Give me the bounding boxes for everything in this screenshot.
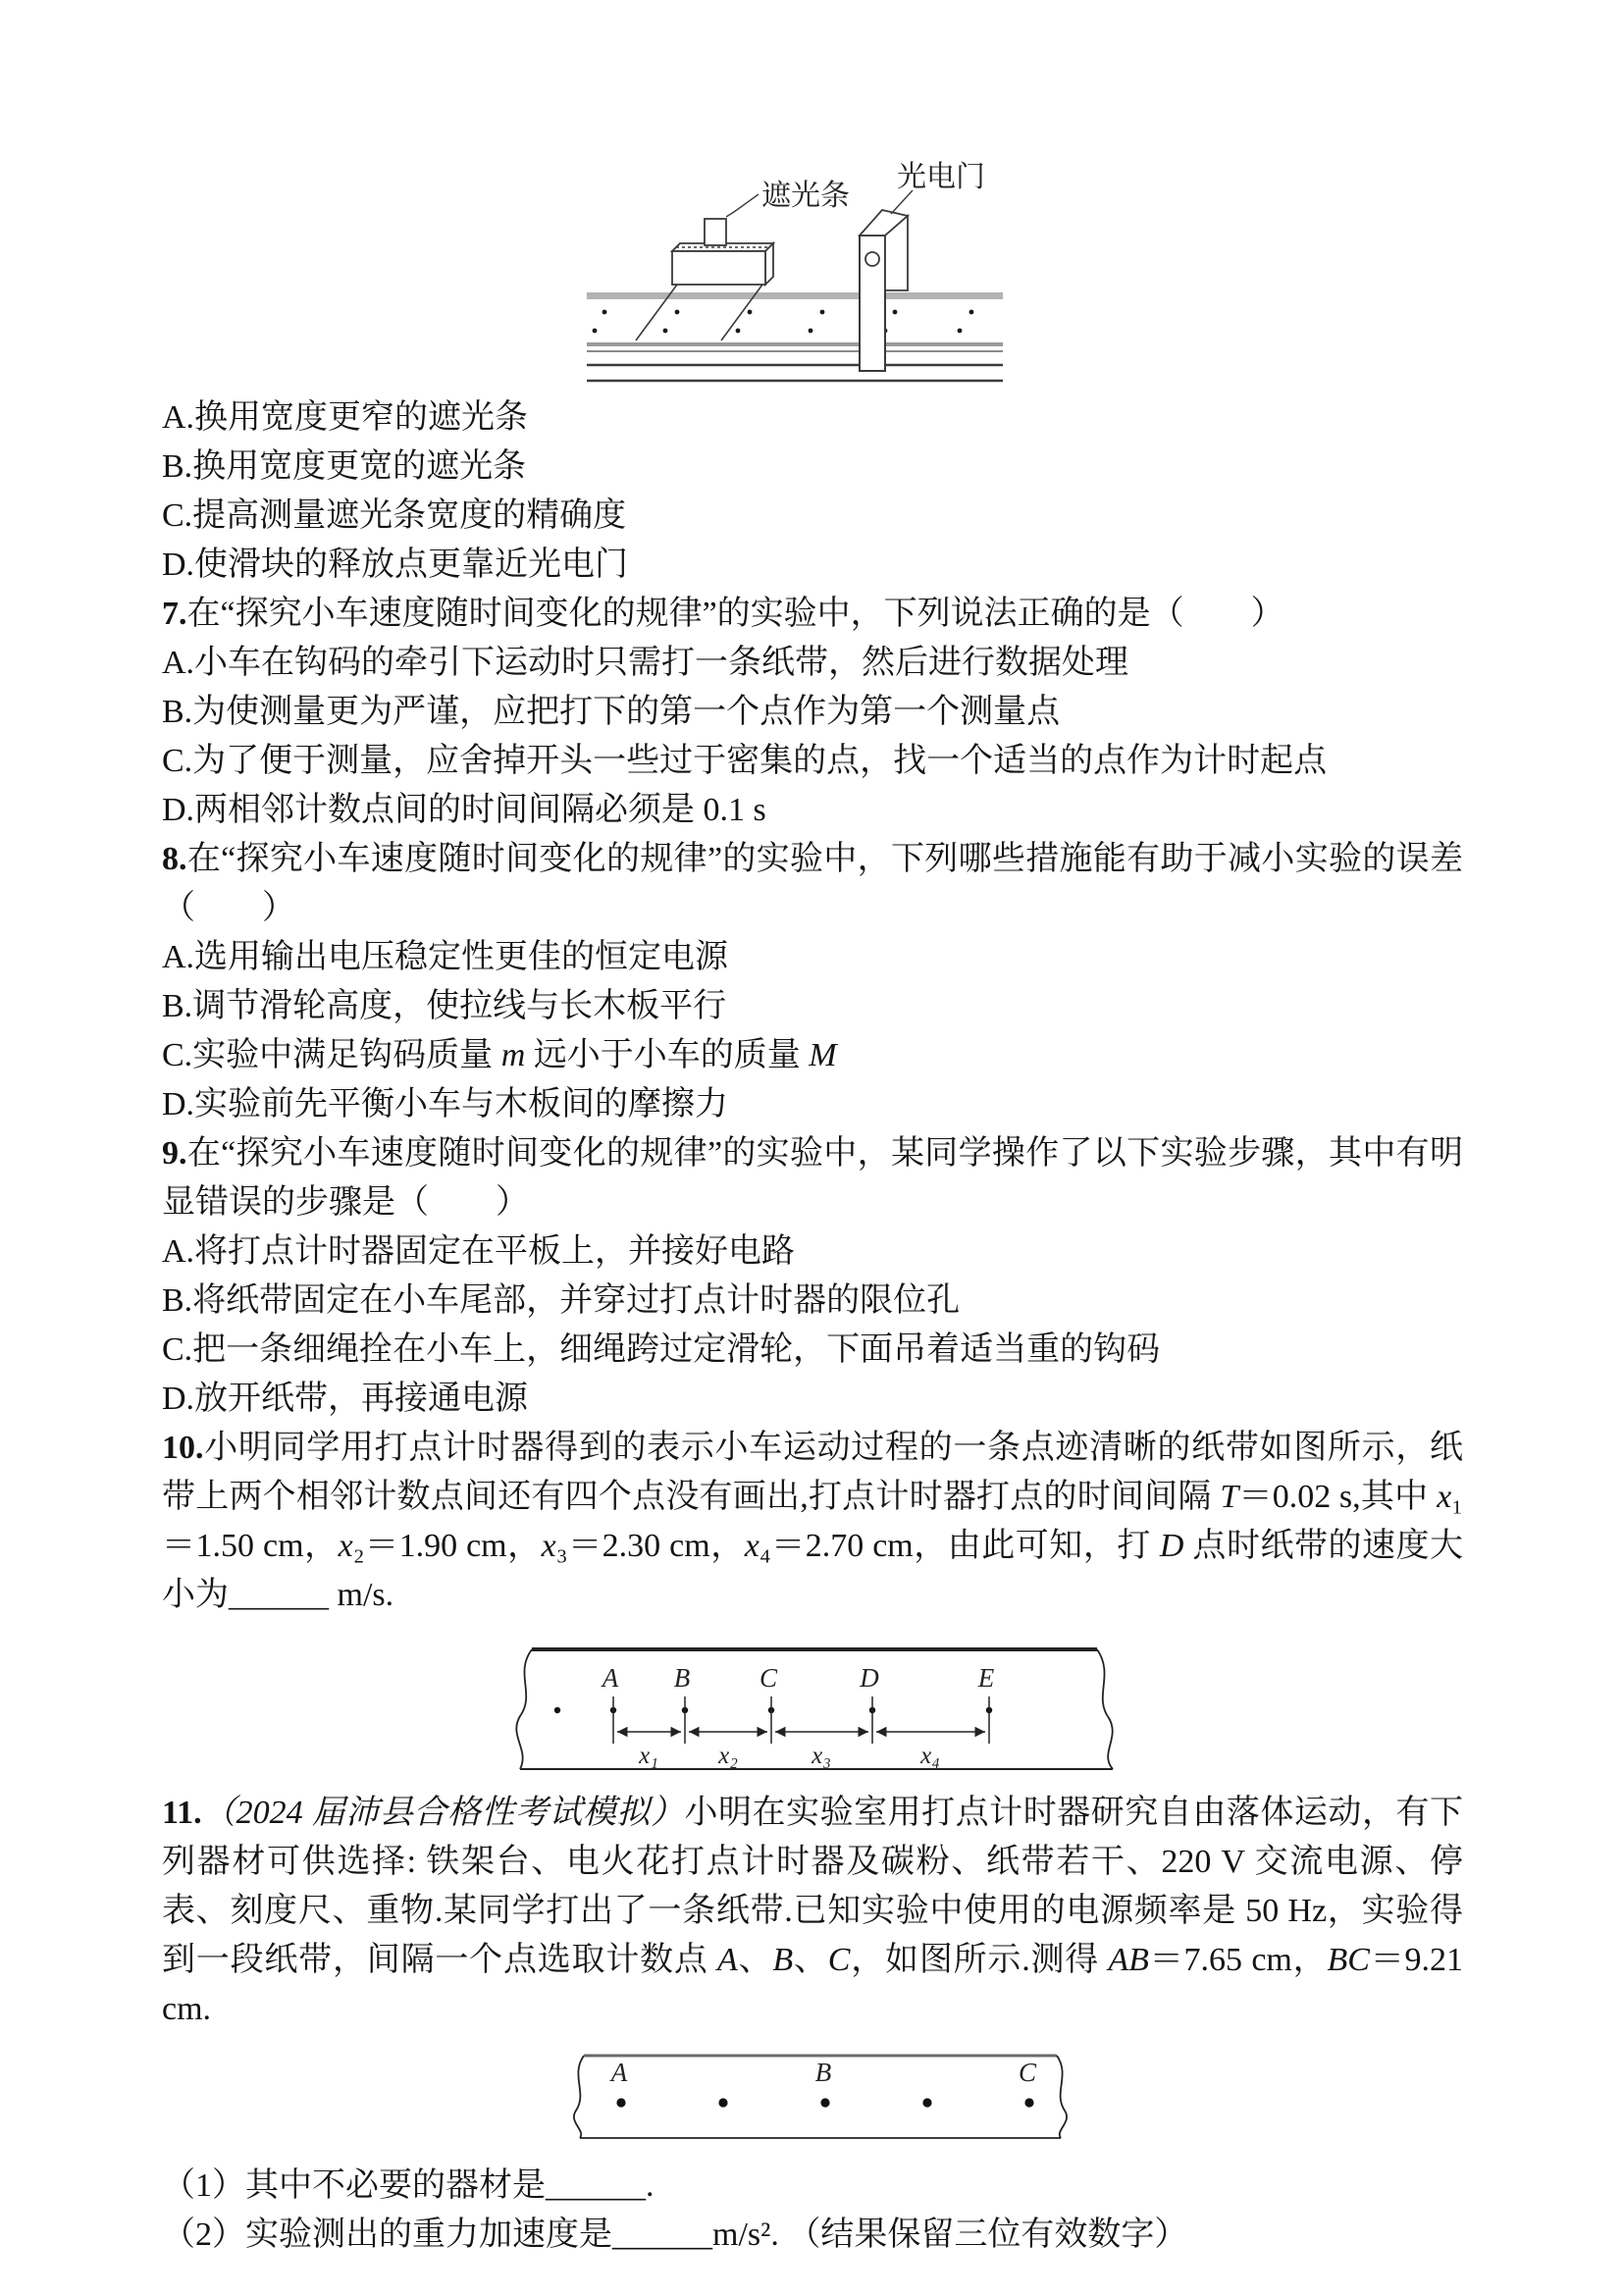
question-9 bbox=[162, 1129, 1463, 1424]
q7-title: 7.在“探究小车速度随时间变化的规律”的实验中，下列说法正确的是（ ） bbox=[162, 596, 1284, 632]
q9-option-c: C.把一条细绳拴在小车上，细绳跨过定滑轮，下面吊着适当重的钩码 bbox=[162, 1331, 1161, 1368]
svg-text:E: E bbox=[977, 1663, 995, 1693]
svg-text:x₂: x₂ bbox=[718, 1743, 738, 1769]
figure-airtrack bbox=[579, 126, 1463, 386]
figure-tape-q10 bbox=[491, 1634, 1463, 1781]
q6-option-a: A.换用宽度更窄的遮光条 bbox=[162, 399, 529, 436]
q6-option-d: D.使滑块的释放点更靠近光电门 bbox=[162, 547, 629, 583]
q8-option-c: C.实验中满足钩码质量 m 远小于小车的质量 M bbox=[162, 1037, 837, 1073]
photogate-hole bbox=[865, 252, 879, 266]
q11-sub2: （2）实验测出的重力加速度是______m/s². （结果保留三位有效数字） bbox=[162, 2217, 1188, 2253]
q9-title: 9.在“探究小车速度随时间变化的规律”的实验中，某同学操作了以下实验步骤，其中有明显错误的步骤是（ ） bbox=[162, 1135, 1463, 1221]
question-8 bbox=[162, 835, 1463, 1129]
light-strip bbox=[705, 194, 759, 245]
svg-text:C: C bbox=[759, 1663, 778, 1693]
q6-option-c: C.提高测量遮光条宽度的精确度 bbox=[162, 497, 627, 534]
photogate-label: 光电门 bbox=[897, 161, 985, 193]
q9-option-b: B.将纸带固定在小车尾部，并穿过打点计时器的限位孔 bbox=[162, 1282, 961, 1319]
svg-text:A: A bbox=[602, 1663, 619, 1693]
q8-option-b: B.调节滑轮高度，使拉线与长木板平行 bbox=[162, 988, 727, 1024]
svg-text:x₁: x₁ bbox=[639, 1743, 658, 1769]
svg-text:B: B bbox=[673, 1663, 691, 1693]
q9-option-a: A.将打点计时器固定在平板上，并接好电路 bbox=[162, 1233, 796, 1270]
svg-text:x₃: x₃ bbox=[812, 1743, 831, 1769]
question-7 bbox=[162, 590, 1463, 835]
svg-text:A: A bbox=[610, 2058, 628, 2087]
svg-text:B: B bbox=[814, 2058, 832, 2087]
light-strip-label: 遮光条 bbox=[761, 180, 850, 212]
tape-dots bbox=[554, 1707, 992, 1713]
svg-text:x₄: x₄ bbox=[920, 1743, 940, 1769]
q7-option-a: A.小车在钩码的牵引下运动时只需打一条纸带，然后进行数据处理 bbox=[162, 645, 1129, 681]
tape-point-labels bbox=[609, 2058, 1037, 2087]
photogate-leader-line bbox=[891, 190, 913, 214]
tape-dots bbox=[616, 2098, 1033, 2107]
question-11 bbox=[162, 1789, 1463, 2260]
tape-point-bars bbox=[613, 1696, 989, 1744]
q9-option-d: D.放开纸带，再接通电源 bbox=[162, 1381, 529, 1417]
airtrack-diagram bbox=[579, 126, 1011, 386]
figure-tape-q11 bbox=[545, 2044, 1463, 2150]
air-track bbox=[587, 292, 1003, 381]
tape-diagram-q11 bbox=[545, 2044, 1094, 2150]
q8-title: 8.在“探究小车速度随时间变化的规律”的实验中，下列哪些措施能有助于减小实验的误差（ ） bbox=[162, 841, 1463, 926]
q7-option-c: C.为了便于测量，应舍掉开头一些过于密集的点，找一个适当的点作为计时起点 bbox=[162, 743, 1328, 779]
svg-text:C: C bbox=[1018, 2058, 1037, 2087]
q7-option-d: D.两相邻计数点间的时间间隔必须是 0.1 s bbox=[162, 792, 766, 828]
q6-option-b: B.换用宽度更宽的遮光条 bbox=[162, 448, 527, 485]
light-strip-leader-line bbox=[726, 194, 759, 217]
interval-labels bbox=[638, 1743, 940, 1769]
question-6-options bbox=[162, 393, 1463, 590]
q8-option-d: D.实验前先平衡小车与木板间的摩擦力 bbox=[162, 1086, 729, 1122]
slider bbox=[636, 243, 773, 340]
question-10 bbox=[162, 1424, 1463, 1781]
q8-option-a: A.选用输出电压稳定性更佳的恒定电源 bbox=[162, 939, 729, 975]
svg-text:D: D bbox=[860, 1663, 879, 1693]
q7-option-b: B.为使测量更为严谨，应把打下的第一个点作为第一个测量点 bbox=[162, 694, 1061, 730]
q11-sub1: （1）其中不必要的器材是______. bbox=[162, 2167, 654, 2204]
q10-text: 10.小明同学用打点计时器得到的表示小车运动过程的一条点迹清晰的纸带如图所示，纸带上两个相邻计数点间还有四个点没有画出,打点计时器打点的时间间隔 T＝0.02 s,其中 x₁＝1.50 cm，x₂＝1.90 cm，x₃＝2.30 cm，x₄＝2.70 cm，由此可知，打 D 点时纸带的速度大小为______ m/s. bbox=[162, 1430, 1464, 1613]
tape-diagram-q10 bbox=[491, 1634, 1138, 1781]
tape-point-labels bbox=[601, 1663, 995, 1693]
q11-text: 11.（2024 届沛县合格性考试模拟）小明在实验室用打点计时器研究自由落体运动，有下列器材可供选择: 铁架台、电火花打点计时器及碳粉、纸带若干、220 V 交流电源、停表、刻度尺、重物.某同学打出了一条纸带.已知实验中使用的电源频率是 50 Hz，实验得到一段纸带，间隔一个点选取计数点 A、B、C，如图所示.测得 AB＝7.65 cm，BC＝9.21 cm. bbox=[162, 1795, 1464, 2027]
